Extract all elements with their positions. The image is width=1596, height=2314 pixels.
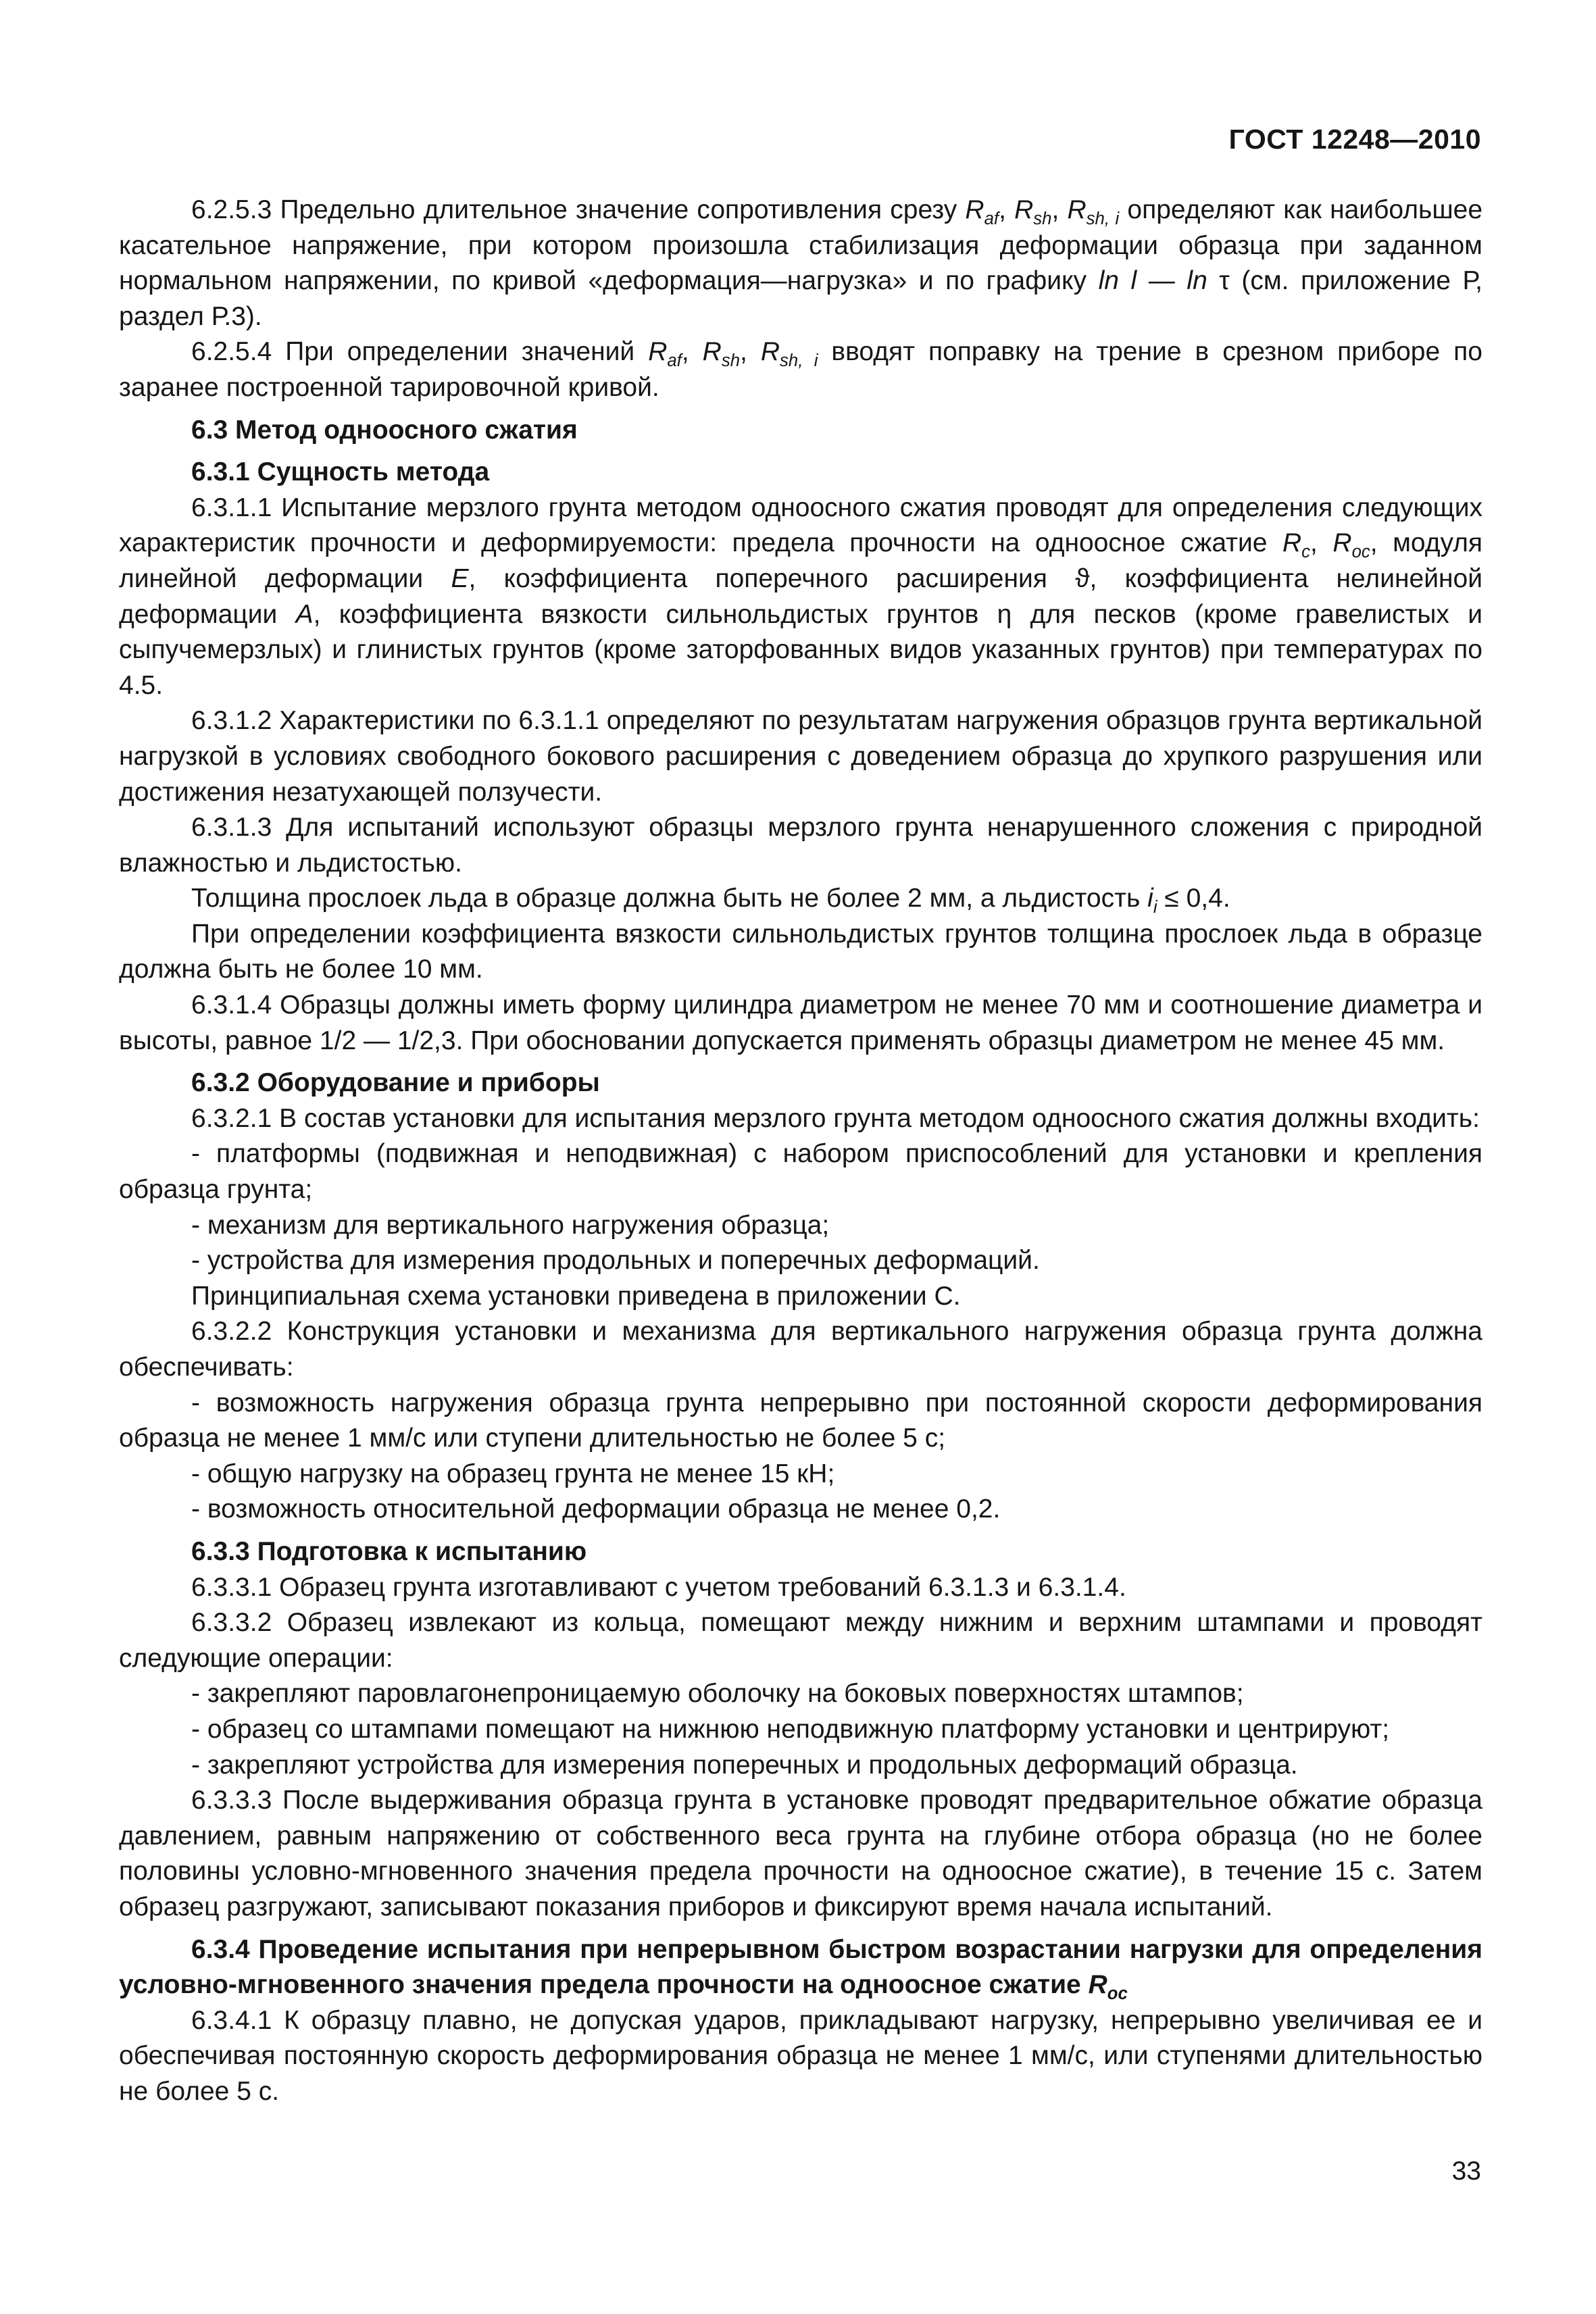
body-paragraph: Толщина прослоек льда в образце должна быть не более 2 мм, а льдистость $i_i \le 0,4$.	[191, 884, 1230, 917]
document-body	[119, 193, 1482, 2109]
body-paragraph: - механизм для вертикального нагружения образца;	[191, 1210, 830, 1240]
body-paragraph: 6.3.4.1 К образцу плавно, не допуская ударов, прикладывают нагрузку, непрерывно увеличивая ее и обеспечивая постоянную скорость деформирования образца не менее 1 мм/с, или ступенями длительностью не более 5 с.	[119, 2005, 1482, 2106]
body-paragraph: Принципиальная схема установки приведена в приложении С.	[191, 1281, 961, 1311]
body-paragraph: - закрепляют паровлагонепроницаемую оболочку на боковых поверхностях штампов;	[191, 1679, 1244, 1709]
body-paragraph: 6.3.1.4 Образцы должны иметь форму цилиндра диаметром не менее 70 мм и соотношение диаметра и высоты, равное 1/2 — 1/2,3. При обосновании допускается применять образцы диаметром не менее 45 мм.	[119, 990, 1482, 1055]
body-paragraph: 6.3.1.3 Для испытаний используют образцы мерзлого грунта ненарушенного сложения с природной влажностью и льдистостью.	[119, 813, 1482, 878]
body-paragraph: - образец со штампами помещают на нижнюю неподвижную платформу установки и центрируют;	[191, 1714, 1390, 1744]
section-heading: 6.3 Метод одноосного сжатия	[191, 415, 578, 445]
body-paragraph: 6.3.1.1 Испытание мерзлого грунта методом одноосного сжатия проводят для определения следующих характеристик прочности и деформируемости: предела прочности на одноосное сжатие $R_c$, $R_{oc}$, модуля линейной деформации E, коэффициента поперечного расширения ϑ, коэффициента нелинейной деформации A, коэффициента вязкости сильнольдистых грунтов η для песков (кроме гравелистых и сыпучемерзлых) и глинистых грунтов (кроме заторфованных видов указанных грунтов) при температурах по 4.5.	[119, 493, 1483, 700]
section-heading: 6.3.4 Проведение испытания при непрерывном быстром возрастании нагрузки для определения условно-мгновенного значения предела прочности на одноосное сжатие $R_{oc}$	[119, 1934, 1482, 2004]
body-paragraph: - закрепляют устройства для измерения поперечных и продольных деформаций образца.	[191, 1750, 1298, 1780]
section-heading: 6.3.1 Сущность метода	[191, 457, 490, 487]
section-heading: 6.3.2 Оборудование и приборы	[191, 1068, 600, 1098]
body-paragraph: 6.3.1.2 Характеристики по 6.3.1.1 определяют по результатам нагружения образцов грунта вертикальной нагрузкой в условиях свободного бокового расширения с доведением образца до хрупкого разрушения или достижения незатухающей ползучести.	[119, 706, 1482, 807]
section-heading: 6.3.3 Подготовка к испытанию	[191, 1536, 587, 1566]
body-paragraph: - возможность относительной деформации образца не менее 0,2.	[191, 1494, 1001, 1524]
body-paragraph: - устройства для измерения продольных и поперечных деформаций.	[191, 1246, 1040, 1276]
body-paragraph: 6.2.5.3 Предельно длительное значение сопротивления срезу $R_{af}$, $R_{sh}$, $R_{sh, i}$ определяют как наибольшее касательное напряжение, при котором произошла стабилизация деформации образца при заданном нормальном напряжении, по кривой «деформация—нагрузка» и по графику ln l — ln τ (см. приложение Р, раздел Р.3).	[119, 195, 1483, 331]
body-paragraph: - возможность нагружения образца грунта непрерывно при постоянной скорости деформирования образца не менее 1 мм/с или ступени длительностью не более 5 с;	[119, 1388, 1482, 1453]
page-number: 33	[1451, 2157, 1481, 2186]
body-paragraph: 6.3.3.1 Образец грунта изготавливают с учетом требований 6.3.1.3 и 6.3.1.4.	[191, 1572, 1126, 1602]
body-paragraph: 6.3.2.2 Конструкция установки и механизма для вертикального нагружения образца грунта должна обеспечивать:	[119, 1317, 1482, 1382]
body-paragraph: 6.2.5.4 При определении значений $R_{af}$, $R_{sh}$, $R_{sh, i}$ вводят поправку на трение в срезном приборе по заранее построенной тарировочной кривой.	[119, 337, 1482, 402]
body-paragraph: 6.3.2.1 В состав установки для испытания мерзлого грунта методом одноосного сжатия должны входить:	[191, 1103, 1480, 1133]
document-code-header: ГОСТ 12248—2010	[1228, 124, 1481, 155]
body-paragraph: 6.3.3.2 Образец извлекают из кольца, помещают между нижним и верхним штампами и проводят следующие операции:	[119, 1608, 1482, 1673]
body-paragraph: При определении коэффициента вязкости сильнольдистых грунтов толщина прослоек льда в образце должна быть не более 10 мм.	[119, 919, 1482, 984]
body-paragraph: 6.3.3.3 После выдерживания образца грунта в установке проводят предварительное обжатие образца давлением, равным напряжению от собственного веса грунта на глубине отбора образца (но не более половины условно-мгновенного значения предела прочности на одноосное сжатие), в течение 15 с. Затем образец разгружают, записывают показания приборов и фиксируют время начала испытаний.	[119, 1786, 1482, 1921]
body-paragraph: - платформы (подвижная и неподвижная) с набором приспособлений для установки и крепления образца грунта;	[119, 1139, 1482, 1205]
body-paragraph: - общую нагрузку на образец грунта не менее 15 кН;	[191, 1459, 835, 1488]
